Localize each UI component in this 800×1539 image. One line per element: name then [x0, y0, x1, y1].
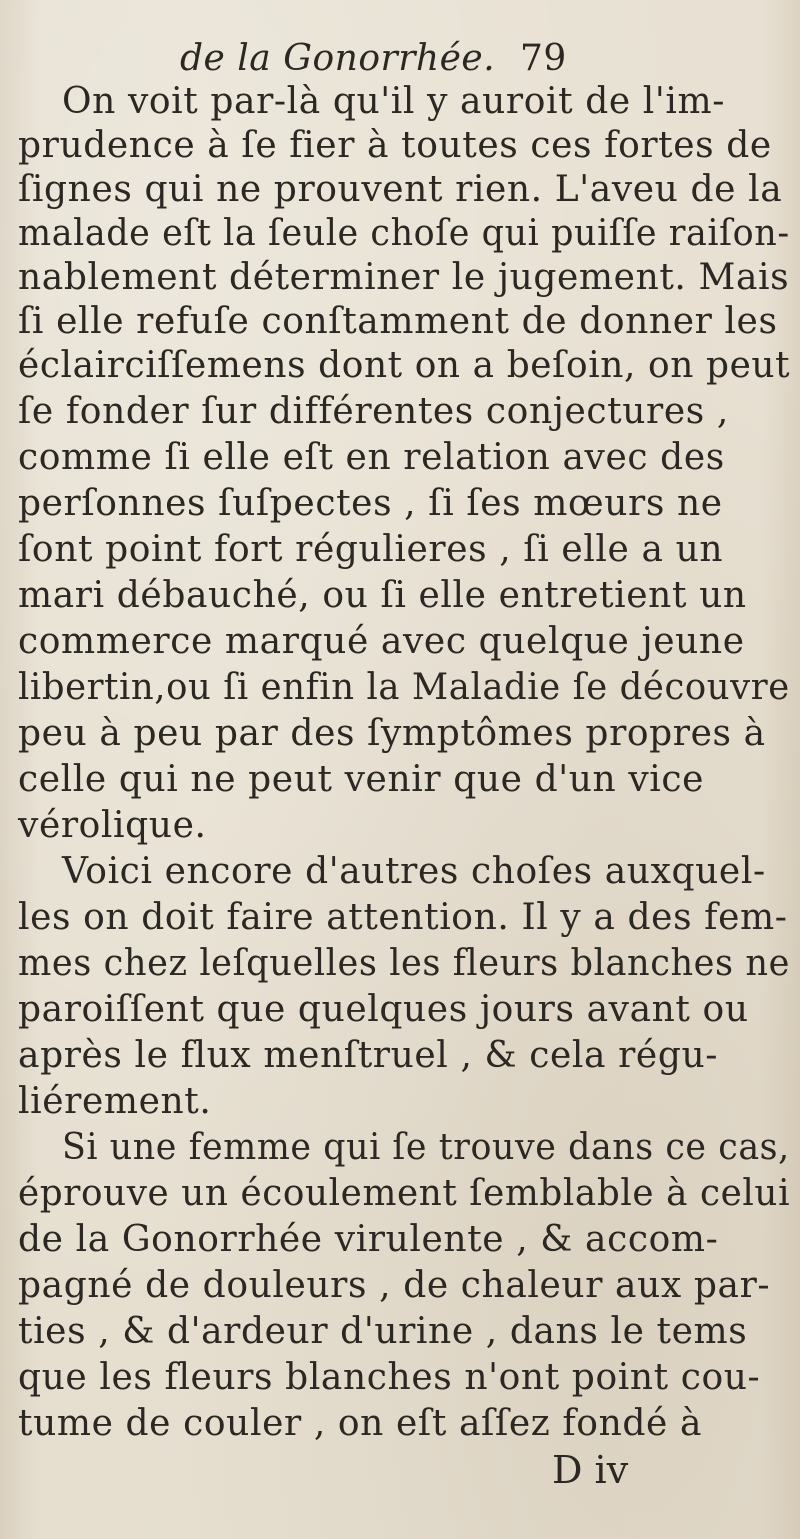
text-line: comme ſi elle eſt en relation avec des	[18, 437, 725, 478]
text-line: paroiſſent que quelques jours avant ou	[18, 989, 749, 1030]
running-title: de la Gonorrhée.	[180, 38, 496, 79]
text-line: libertin,ou ſi enfin la Maladie ſe découvre	[18, 667, 790, 708]
text-line: ſe fonder ſur différentes conjectures ,	[18, 391, 729, 432]
text-line: ſignes qui ne prouvent rien. L'aveu de la	[18, 169, 783, 210]
text-line: les on doit faire attention. Il y a des fem-	[18, 897, 788, 938]
text-line: mari débauché, ou ſi elle entretient un	[18, 575, 747, 616]
text-line: vérolique.	[18, 805, 207, 846]
text-line: perſonnes ſuſpectes , ſi ſes mœurs ne	[18, 483, 723, 524]
text-line: après le flux menſtruel , & cela régu-	[18, 1035, 719, 1076]
text-line: éclairciſſemens dont on a beſoin, on peut	[18, 345, 791, 386]
text-line: commerce marqué avec quelque jeune	[18, 621, 745, 662]
text-line: liérement.	[18, 1081, 212, 1122]
text-line: tume de couler , on eſt aſſez fondé à	[18, 1403, 703, 1444]
text-line: nablement déterminer le jugement. Mais	[18, 257, 790, 298]
text-line: ties , & d'ardeur d'urine , dans le tems	[18, 1311, 748, 1352]
page-number: 79	[520, 38, 567, 79]
text-line: Si une femme qui ſe trouve dans ce cas,	[62, 1127, 790, 1168]
text-line: éprouve un écoulement ſemblable à celui	[18, 1173, 791, 1214]
text-line: ſi elle refuſe conſtamment de donner les	[18, 301, 778, 342]
text-line: malade eſt la ſeule choſe qui puiſſe raiſon-	[18, 213, 790, 254]
text-line: prudence à ſe fier à toutes ces fortes de	[18, 125, 772, 166]
text-line: de la Gonorrhée virulente , & accom-	[18, 1219, 719, 1260]
text-line: que les fleurs blanches n'ont point cou-	[18, 1357, 761, 1398]
text-line: pagné de douleurs , de chaleur aux par-	[18, 1265, 771, 1306]
signature-mark: D iv	[552, 1448, 629, 1492]
text-line: Voici encore d'autres choſes auxquel-	[62, 851, 766, 892]
text-line: mes chez leſquelles les fleurs blanches ne	[18, 943, 791, 984]
text-line: ſont point fort régulieres , ſi elle a un	[18, 529, 724, 570]
text-line: celle qui ne peut venir que d'un vice	[18, 759, 705, 800]
text-line: peu à peu par des ſymptômes propres à	[18, 713, 766, 754]
text-line: On voit par-là qu'il y auroit de l'im-	[62, 81, 726, 122]
